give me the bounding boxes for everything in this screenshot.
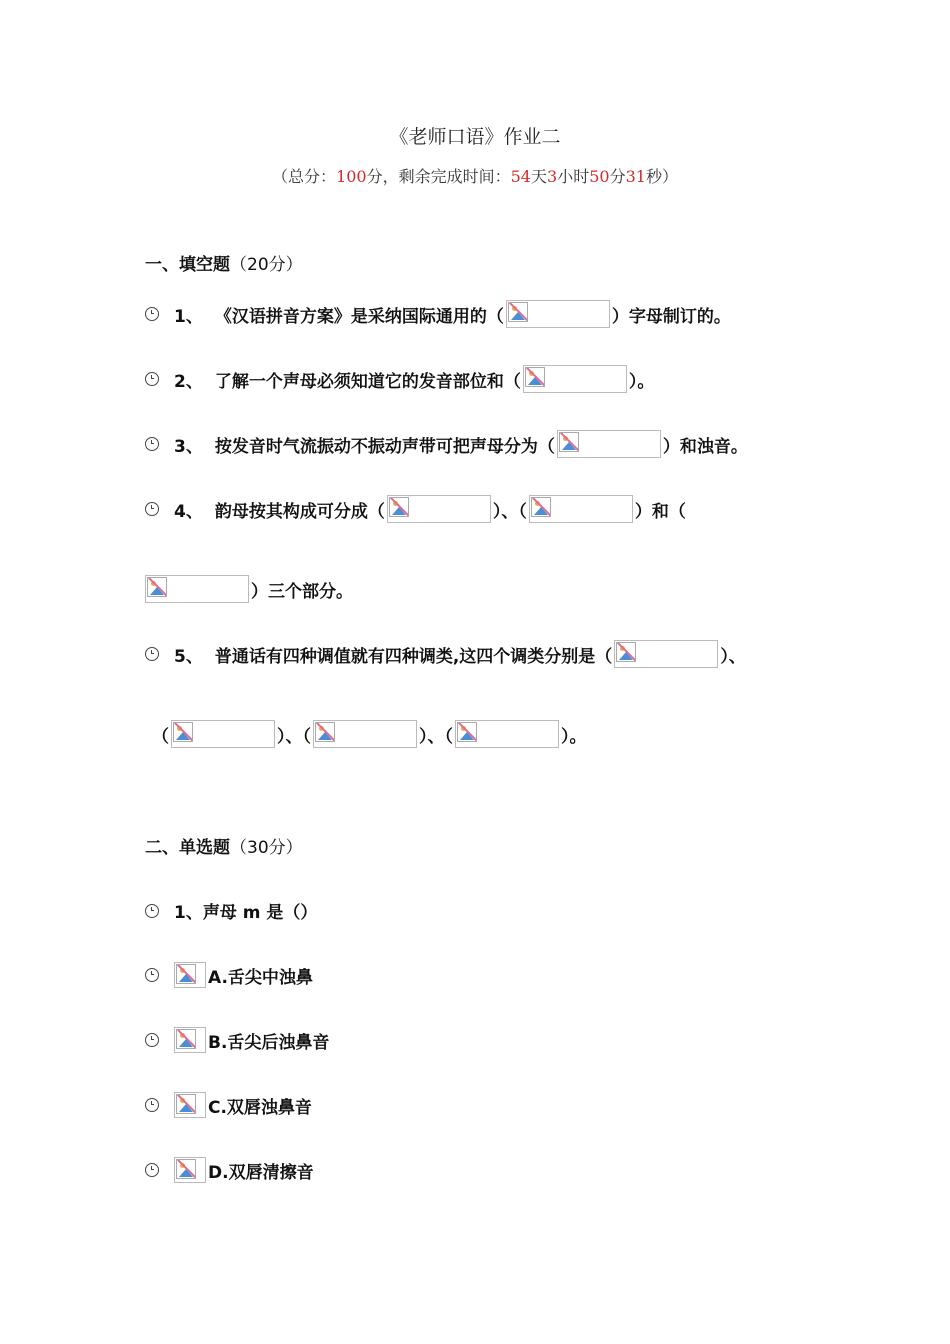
question-text: 《汉语拼音方案》是采纳国际通用的（ — [214, 306, 504, 327]
section-single-choice-heading — [145, 833, 303, 858]
question-4-continued — [143, 575, 353, 603]
subtitle-mid: 分，剩余完成时间： — [366, 167, 511, 186]
question-number: 5、 — [174, 646, 203, 667]
broken-image-icon — [147, 577, 167, 597]
question-text: 韵母按其构成可分成（ — [214, 501, 385, 522]
clock-icon — [145, 372, 159, 386]
answer-blank[interactable] — [506, 300, 610, 328]
clock-icon — [145, 437, 159, 451]
question-5 — [145, 640, 746, 668]
clock-icon — [145, 968, 159, 982]
question-4 — [145, 495, 686, 523]
unit-minute: 分 — [609, 167, 626, 186]
question-text-end: ）。 — [628, 371, 655, 392]
broken-image-icon — [176, 1029, 196, 1049]
question-2 — [145, 365, 654, 393]
answer-blank[interactable] — [523, 365, 627, 393]
broken-image-icon — [173, 722, 193, 742]
broken-image-icon — [531, 497, 551, 517]
remaining-minutes: 50 — [589, 167, 610, 186]
answer-blank[interactable] — [455, 720, 559, 748]
question-text-mid: ）和（ — [634, 501, 686, 522]
broken-image-icon — [176, 1094, 196, 1114]
question-text-end: ）三个部分。 — [251, 581, 353, 602]
option-b[interactable] — [145, 1027, 329, 1053]
option-radio[interactable] — [174, 1092, 206, 1118]
question-text: 按发音时气流振动不振动声带可把声母分为（ — [214, 436, 555, 457]
option-a[interactable] — [145, 962, 313, 988]
remaining-seconds: 31 — [625, 167, 646, 186]
broken-image-icon — [176, 964, 196, 984]
answer-blank[interactable] — [171, 720, 275, 748]
answer-blank[interactable] — [614, 640, 718, 668]
option-label: D.双唇清擦音 — [208, 1162, 314, 1183]
question-text-end: ）。 — [561, 726, 587, 747]
section-title: 二、单选题 — [145, 838, 230, 858]
broken-image-icon — [616, 642, 636, 662]
remaining-hours: 3 — [547, 167, 558, 186]
question-text: 了解一个声母必须知道它的发音部位和（ — [214, 371, 521, 392]
broken-image-icon — [559, 432, 579, 452]
question-3 — [145, 430, 748, 458]
section-fill-in-heading — [145, 250, 303, 275]
question-text-end: ）和浊音。 — [662, 436, 748, 457]
clock-icon — [145, 502, 159, 516]
answer-blank[interactable] — [387, 495, 491, 523]
unit-second: 秒） — [645, 167, 678, 186]
section-points: （20分） — [230, 255, 303, 275]
option-radio[interactable] — [174, 1157, 206, 1183]
broken-image-icon — [525, 367, 545, 387]
answer-blank[interactable] — [557, 430, 661, 458]
answer-blank[interactable] — [313, 720, 417, 748]
broken-image-icon — [315, 722, 335, 742]
question-text-mid: ）、（ — [492, 501, 527, 522]
option-radio[interactable] — [174, 962, 206, 988]
question-1 — [145, 300, 731, 328]
broken-image-icon — [457, 722, 477, 742]
score-time-info — [0, 164, 950, 187]
option-c[interactable] — [145, 1092, 312, 1118]
question-text-mid: ）、（ — [419, 726, 453, 747]
clock-icon — [145, 904, 159, 918]
total-score: 100 — [336, 167, 367, 186]
option-radio[interactable] — [174, 1027, 206, 1053]
question-number: 3、 — [174, 436, 203, 457]
question-text-mid: （ — [152, 726, 169, 747]
question-number: 2、 — [174, 371, 203, 392]
section-title: 一、填空题 — [145, 255, 230, 275]
option-d[interactable] — [145, 1157, 314, 1183]
option-label: C.双唇浊鼻音 — [208, 1097, 312, 1118]
answer-blank[interactable] — [145, 575, 249, 603]
section-points: （30分） — [230, 838, 303, 858]
option-label: B.舌尖后浊鼻音 — [208, 1032, 330, 1053]
unit-day: 天 — [530, 167, 547, 186]
question-5-continued — [152, 720, 587, 748]
unit-hour: 小时 — [557, 167, 590, 186]
clock-icon — [145, 1163, 159, 1177]
answer-blank[interactable] — [529, 495, 633, 523]
question-text-mid: ）、（ — [277, 726, 311, 747]
remaining-days: 54 — [510, 167, 531, 186]
clock-icon — [145, 1098, 159, 1112]
question-text: 1、声母 m 是（） — [174, 903, 318, 923]
question-number: 4、 — [174, 501, 203, 522]
subtitle-prefix: （总分： — [272, 167, 337, 186]
mc-question-1 — [145, 898, 317, 923]
clock-icon — [145, 647, 159, 661]
broken-image-icon — [176, 1159, 196, 1179]
page-title: 《老师口语》作业二 — [389, 126, 561, 148]
clock-icon — [145, 1033, 159, 1047]
question-text: 普通话有四种调值就有四种调类,这四个调类分别是（ — [214, 646, 613, 667]
question-text-mid: ）、 — [720, 646, 746, 667]
question-number: 1、 — [174, 306, 203, 327]
option-label: A.舌尖中浊鼻 — [208, 967, 313, 988]
broken-image-icon — [508, 302, 528, 322]
question-text-end: ）字母制订的。 — [611, 306, 731, 327]
clock-icon — [145, 307, 159, 321]
broken-image-icon — [389, 497, 409, 517]
